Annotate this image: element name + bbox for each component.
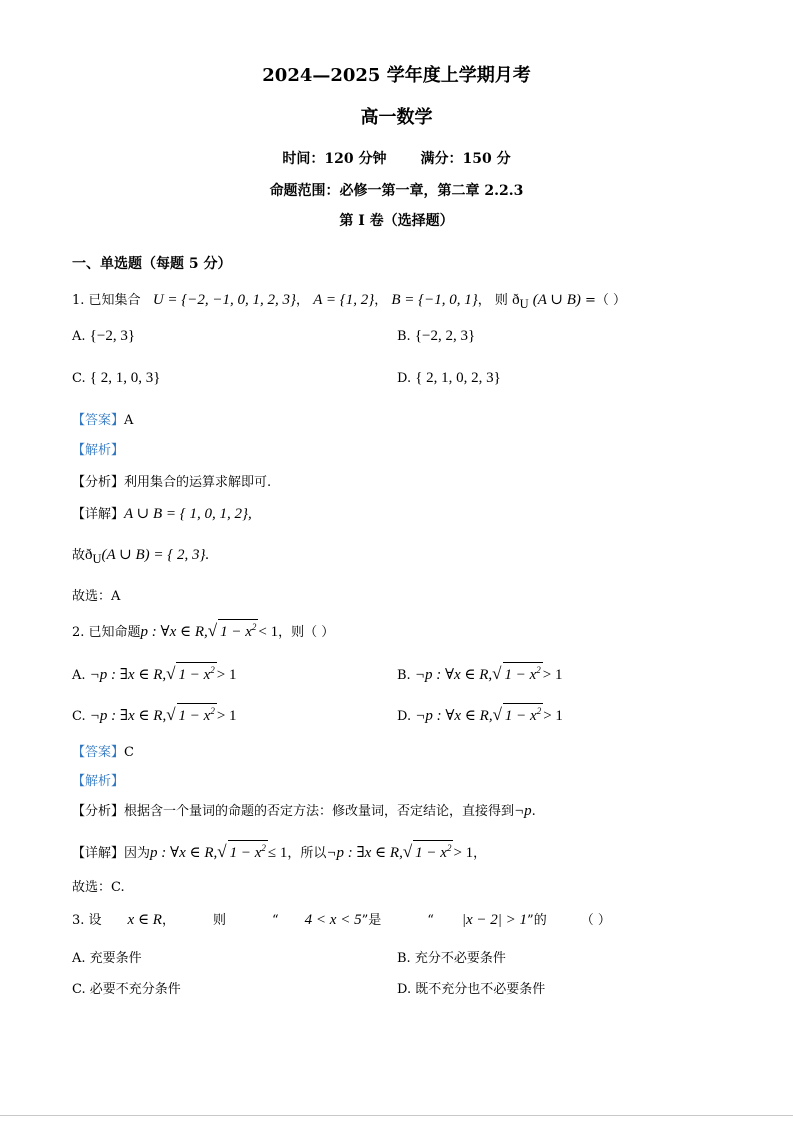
q3-option-d: D. 既不充分也不必要条件 <box>397 982 546 997</box>
q1-answer: 【答案】A <box>72 413 134 428</box>
exam-meta <box>0 150 793 168</box>
score-label: 满分：150 分 <box>420 151 511 167</box>
subject-title: 高一数学 <box>360 107 433 128</box>
q1-option-a: A. {−2, 3} <box>72 328 136 344</box>
q1-xiangjie: 【详解】A ∪ B = { 1, 0, 1, 2}, <box>72 506 252 522</box>
exam-title: 2024—2025 学年度上学期月考 <box>262 65 531 86</box>
q1-union: (A ∪ B) <box>532 292 581 308</box>
q1-step2: 故$ð_U(A$ ∪ B) = { 2, 3}. <box>72 547 210 566</box>
q2-fenxi: 【分析】根据含一个量词的命题的否定方法：修改量词，否定结论，直接得到¬p. <box>72 803 536 819</box>
q3-option-a: A. 充要条件 <box>72 951 142 966</box>
q2-answer: 【答案】C <box>72 745 134 760</box>
q3-option-b: B. 充分不必要条件 <box>397 951 506 966</box>
volume-title: 第 I 卷（选择题） <box>339 213 454 229</box>
q1-analysis-tag: 【解析】 <box>72 443 125 458</box>
q1-option-c: C. { 2, 1, 0, 3} <box>72 370 161 386</box>
q3-stem: 3. 设 x ∈ R， 则 “ 4 < x < 5”是 “ |x − 2| > 1”的 （ ） <box>72 912 611 928</box>
q1-choice: 故选：A <box>72 589 121 604</box>
q1-complement: $ð_U$ <box>512 292 529 311</box>
q3-option-c: C. 必要不充分条件 <box>72 982 181 997</box>
q1-fenxi: 【分析】利用集合的运算求解即可. <box>72 475 272 490</box>
exam-scope: 命题范围：必修一第一章，第二章 2.2.3 <box>269 183 524 199</box>
q1-option-b: B. {−2, 2, 3} <box>397 328 476 344</box>
q1-set-u: U = {−2, −1, 0, 1, 2, 3} <box>152 292 297 308</box>
q1-tail: =（ ） <box>585 293 627 308</box>
q2-xiangjie: 【详解】因为p : ∀x ∈ R,√ $1 - x^2 \le 1$，所以¬p : ∃x ∈ R,√ $1 - x^2 > 1$， <box>72 842 487 861</box>
answer-tag: 【答案】 <box>72 745 125 760</box>
q1-set-b: B = {−1, 0, 1} <box>391 292 478 308</box>
q1-set-a: A = {1, 2} <box>313 292 375 308</box>
q2-analysis-tag: 【解析】 <box>72 774 125 789</box>
section-heading: 一、单选题（每题 5 分） <box>72 256 232 272</box>
page-bottom-rule <box>0 1115 793 1116</box>
q2-choice: 故选：C. <box>72 880 125 895</box>
q1-option-d: D. { 2, 1, 0, 2, 3} <box>397 370 501 386</box>
q2-option-a: A. ¬p : ∃x ∈ R,√ $1 - x^2 > 1$ <box>72 664 237 683</box>
q2-option-c: C. ¬p : ∃x ∈ R,√ $1 - x^2 > 1$ <box>72 705 237 724</box>
q2-option-b: B. ¬p : ∀x ∈ R,√ $1 - x^2 > 1$ <box>397 664 563 683</box>
q1-stem: 1. 已知集合 U = {−2, −1, 0, 1, 2, 3}， A = {1, 2}， B = {−1, 0, 1}， 则 $ð_U$ (A ∪ B) =（ ） <box>72 292 627 311</box>
q1-ask: 则 <box>494 293 508 308</box>
q2-option-d: D. ¬p : ∀x ∈ R,√ $1 - x^2 > 1$ <box>397 705 563 724</box>
q2-stem: 2. 已知命题p : ∀x ∈ R,√ $1 - x^2 < 1$，则（ ） <box>72 621 335 640</box>
time-label: 时间：120 分钟 <box>282 151 387 167</box>
answer-tag: 【答案】 <box>72 413 125 428</box>
q1-prefix: 1. 已知集合 <box>72 293 141 308</box>
